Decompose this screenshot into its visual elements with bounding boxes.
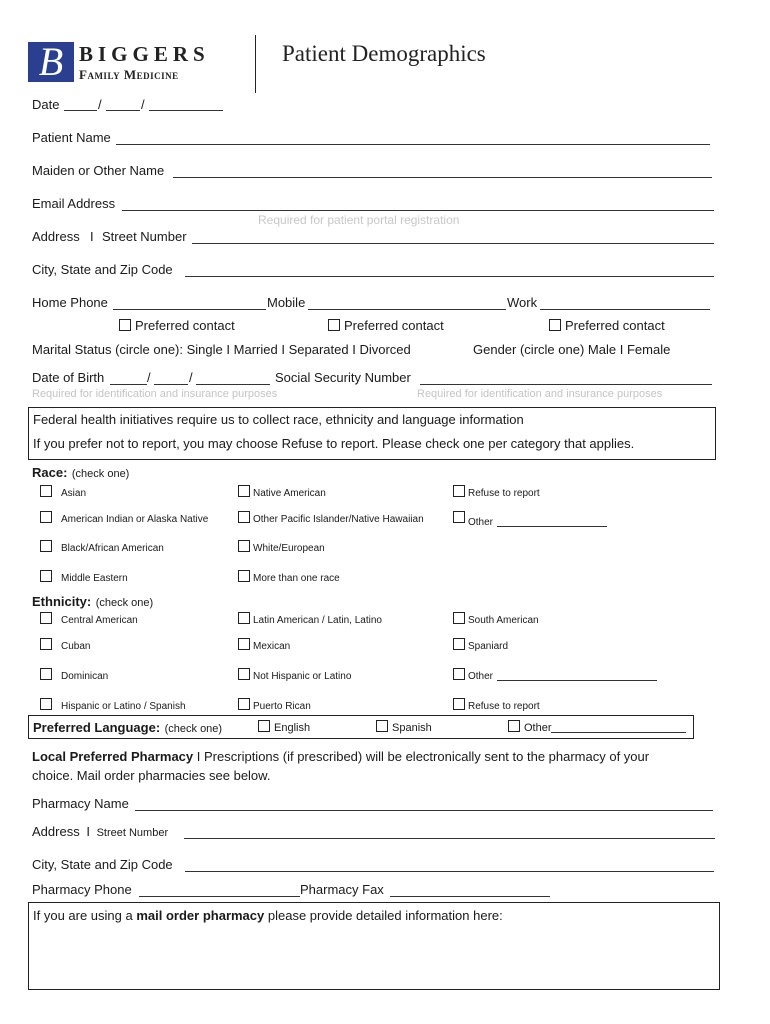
gender-sep: I [619, 342, 624, 357]
dob-sep: / [189, 370, 193, 385]
ethnicity-option[interactable] [453, 698, 540, 712]
race-option[interactable] [453, 485, 540, 499]
race-option[interactable] [40, 570, 128, 584]
checkbox[interactable] [119, 319, 131, 331]
gender-label: Gender (circle one) [473, 342, 585, 357]
pharmacy-phone-label: Pharmacy Phone [32, 882, 132, 897]
ssn-label: Social Security Number [275, 370, 411, 385]
ethnicity-option-label: Hispanic or Latino / Spanish [61, 701, 186, 712]
ethnicity-note: (check one) [95, 597, 154, 609]
mail-order-pre: If you are using a [33, 908, 133, 923]
dob-year-field[interactable] [196, 384, 270, 385]
checkbox[interactable] [453, 668, 465, 680]
pharmacy-name-label: Pharmacy Name [32, 796, 129, 811]
checkbox[interactable] [40, 668, 52, 680]
ethnicity-option[interactable] [40, 612, 138, 626]
checkbox[interactable] [238, 511, 250, 523]
checkbox[interactable] [40, 485, 52, 497]
race-option[interactable] [40, 511, 208, 525]
mail-order-prompt [33, 908, 503, 923]
marital-option[interactable]: Married [233, 342, 278, 357]
pharmacy-address-field[interactable] [184, 838, 715, 839]
ethnicity-option-label: Latin American / Latin, Latino [253, 615, 382, 626]
ethnicity-option[interactable] [238, 612, 382, 626]
race-option-label: Other Pacific Islander/Native Hawaiian [253, 514, 424, 525]
ethnicity-other-field[interactable] [497, 680, 657, 681]
ethnicity-option[interactable] [453, 668, 493, 682]
checkbox[interactable] [40, 612, 52, 624]
checkbox[interactable] [40, 540, 52, 552]
checkbox[interactable] [238, 570, 250, 582]
checkbox[interactable] [238, 668, 250, 680]
pharmacy-intro-1 [32, 749, 649, 764]
svg-text:B: B [38, 42, 64, 82]
race-option-label: White/European [253, 543, 325, 554]
race-option[interactable] [238, 485, 326, 499]
ethnicity-title: Ethnicity: [32, 594, 92, 609]
race-option-label: Refuse to report [468, 488, 540, 499]
address-street-label: Street Number [102, 229, 187, 244]
checkbox[interactable] [238, 698, 250, 710]
checkbox[interactable] [328, 319, 340, 331]
dob-day-field[interactable] [154, 384, 188, 385]
race-option-label: American Indian or Alaska Native [61, 514, 209, 525]
pharmacy-name-field[interactable] [135, 810, 713, 811]
ethnicity-option[interactable] [238, 668, 351, 682]
language-option-label: Other [524, 722, 552, 734]
pharmacy-city-label: City, State and Zip Code [32, 857, 173, 872]
date-sep: / [141, 97, 145, 112]
ethnicity-heading [32, 593, 153, 611]
address-sep: I [90, 229, 94, 244]
pharmacy-address-text: Address [32, 824, 80, 839]
checkbox[interactable] [453, 698, 465, 710]
mail-order-post: please provide detailed information here: [267, 908, 503, 923]
brand-subtitle: Family Medicine [79, 67, 179, 82]
ethnicity-option[interactable] [238, 638, 290, 652]
language-option[interactable] [508, 720, 552, 734]
ethnicity-option-label: Spaniard [468, 641, 509, 652]
patient-name-field[interactable] [116, 144, 710, 145]
city-label: City, State and Zip Code [32, 262, 173, 277]
checkbox[interactable] [453, 511, 465, 523]
race-title: Race: [32, 465, 68, 480]
checkbox[interactable] [40, 638, 52, 650]
language-option[interactable] [376, 720, 432, 734]
brand-name: BIGGERS [79, 42, 210, 66]
ethnicity-option-label: Dominican [61, 671, 109, 682]
notice-line-2: If you prefer not to report, you may choose Refuse to report. Please check one per category that applies. [33, 436, 635, 451]
checkbox[interactable] [453, 612, 465, 624]
checkbox[interactable] [453, 638, 465, 650]
checkbox[interactable] [238, 485, 250, 497]
pharmacy-intro-2: choice. Mail order pharmacies see below. [32, 768, 271, 783]
ethnicity-option-label: Refuse to report [468, 701, 540, 712]
logo [28, 42, 74, 82]
ethnicity-option-label: Mexican [253, 641, 291, 652]
ssn-field[interactable] [420, 384, 712, 385]
pharmacy-fax-field[interactable] [390, 896, 550, 897]
checkbox[interactable] [40, 570, 52, 582]
ssn-hint: Required for identification and insurance purposes [417, 388, 663, 400]
mail-order-bold: mail order pharmacy [136, 908, 265, 923]
patient-name-label: Patient Name [32, 130, 111, 145]
date-year-field[interactable] [149, 110, 223, 111]
language-option-label: English [274, 722, 311, 734]
language-option[interactable] [258, 720, 310, 734]
race-option-label: Other [468, 517, 494, 528]
marital-option[interactable]: Separated [288, 342, 349, 357]
pharmacy-desc: Prescriptions (if prescribed) will be electronically sent to the pharmacy of your [204, 749, 650, 764]
language-heading [33, 719, 222, 737]
home-phone-field[interactable] [113, 309, 266, 310]
language-title: Preferred Language: [33, 720, 161, 735]
maiden-name-field[interactable] [173, 177, 712, 178]
checkbox[interactable] [258, 720, 270, 732]
home-preferred[interactable] [119, 318, 235, 333]
ethnicity-option-label: Puerto Rican [253, 701, 311, 712]
gender [473, 342, 670, 357]
city-field[interactable] [185, 276, 714, 277]
checkbox[interactable] [376, 720, 388, 732]
language-note: (check one) [164, 723, 223, 735]
notice-line-1: Federal health initiatives require us to collect race, ethnicity and language information [33, 412, 524, 427]
marital-label: Marital Status (circle one): [32, 342, 183, 357]
race-option[interactable] [238, 511, 424, 525]
address-label: Address [32, 229, 80, 244]
ethnicity-option[interactable] [40, 668, 108, 682]
preferred-label: Preferred contact [135, 318, 235, 333]
race-option-label: Native American [253, 488, 326, 499]
mobile-field[interactable] [308, 309, 506, 310]
checkbox[interactable] [40, 698, 52, 710]
race-option-label: Asian [61, 488, 87, 499]
address-field[interactable] [192, 243, 714, 244]
checkbox[interactable] [238, 540, 250, 552]
work-label: Work [507, 295, 538, 310]
ethnicity-option-label: South American [468, 615, 539, 626]
race-option[interactable] [40, 485, 86, 499]
ethnicity-option-label: Central American [61, 615, 138, 626]
mobile-preferred[interactable] [328, 318, 444, 333]
checkbox[interactable] [508, 720, 520, 732]
pharmacy-address-sep: I [86, 824, 90, 839]
ethnicity-option[interactable] [453, 612, 539, 626]
date-day-field[interactable] [106, 110, 140, 111]
language-option-label: Spanish [392, 722, 432, 734]
gender-option[interactable]: Male [587, 342, 617, 357]
checkbox[interactable] [238, 612, 250, 624]
dob-sep: / [147, 370, 151, 385]
race-other-field[interactable] [497, 526, 607, 527]
dob-month-field[interactable] [110, 384, 147, 385]
pharmacy-sep: I [196, 749, 201, 764]
marital-option[interactable]: Divorced [359, 342, 411, 357]
pharmacy-city-field[interactable] [185, 871, 714, 872]
race-option-label: Middle Eastern [61, 573, 128, 584]
race-note: (check one) [71, 468, 130, 480]
race-heading [32, 464, 129, 482]
ethnicity-option-label: Other [468, 671, 494, 682]
language-other-field[interactable] [551, 732, 686, 733]
marital-option[interactable]: Single [186, 342, 223, 357]
race-option-label: Black/African American [61, 543, 164, 554]
dob-hint: Required for identification and insurance purposes [32, 388, 278, 400]
home-phone-label: Home Phone [32, 295, 108, 310]
email-label: Email Address [32, 196, 116, 211]
date-sep: / [98, 97, 102, 112]
date-month-field[interactable] [64, 110, 97, 111]
race-option[interactable] [453, 511, 494, 528]
page-title: Patient Demographics [282, 41, 486, 66]
marital-status [32, 342, 411, 357]
dob-label: Date of Birth [32, 370, 105, 385]
pharmacy-phone-field[interactable] [139, 896, 300, 897]
checkbox[interactable] [40, 511, 52, 523]
marital-sep: I [281, 342, 285, 357]
ethnicity-option[interactable] [453, 638, 508, 652]
marital-sep: I [352, 342, 356, 357]
date-label: Date [32, 97, 60, 112]
email-hint: Required for patient portal registration [258, 213, 460, 227]
marital-sep: I [226, 342, 231, 357]
pharmacy-address-label [32, 824, 168, 839]
logo-mark-icon [28, 42, 74, 82]
ethnicity-option-label: Not Hispanic or Latino [253, 671, 352, 682]
race-option-label: More than one race [253, 573, 340, 584]
race-option[interactable] [238, 570, 340, 584]
pharmacy-title: Local Preferred Pharmacy [32, 749, 194, 764]
checkbox[interactable] [238, 638, 250, 650]
race-option[interactable] [40, 540, 164, 554]
checkbox[interactable] [453, 485, 465, 497]
mobile-label: Mobile [267, 295, 306, 310]
preferred-label: Preferred contact [344, 318, 444, 333]
checkbox[interactable] [549, 319, 561, 331]
preferred-label: Preferred contact [565, 318, 665, 333]
maiden-name-label: Maiden or Other Name [32, 163, 165, 178]
race-option[interactable] [238, 540, 325, 554]
work-field[interactable] [540, 309, 710, 310]
ethnicity-option[interactable] [238, 698, 311, 712]
pharmacy-fax-label: Pharmacy Fax [300, 882, 384, 897]
ethnicity-option[interactable] [40, 698, 186, 712]
ethnicity-option-label: Cuban [61, 641, 91, 652]
ethnicity-option[interactable] [40, 638, 90, 652]
gender-option[interactable]: Female [626, 342, 671, 357]
pharmacy-street-label: Street Number [96, 827, 169, 839]
header-divider [255, 35, 256, 93]
email-field[interactable] [122, 210, 714, 211]
work-preferred[interactable] [549, 318, 665, 333]
